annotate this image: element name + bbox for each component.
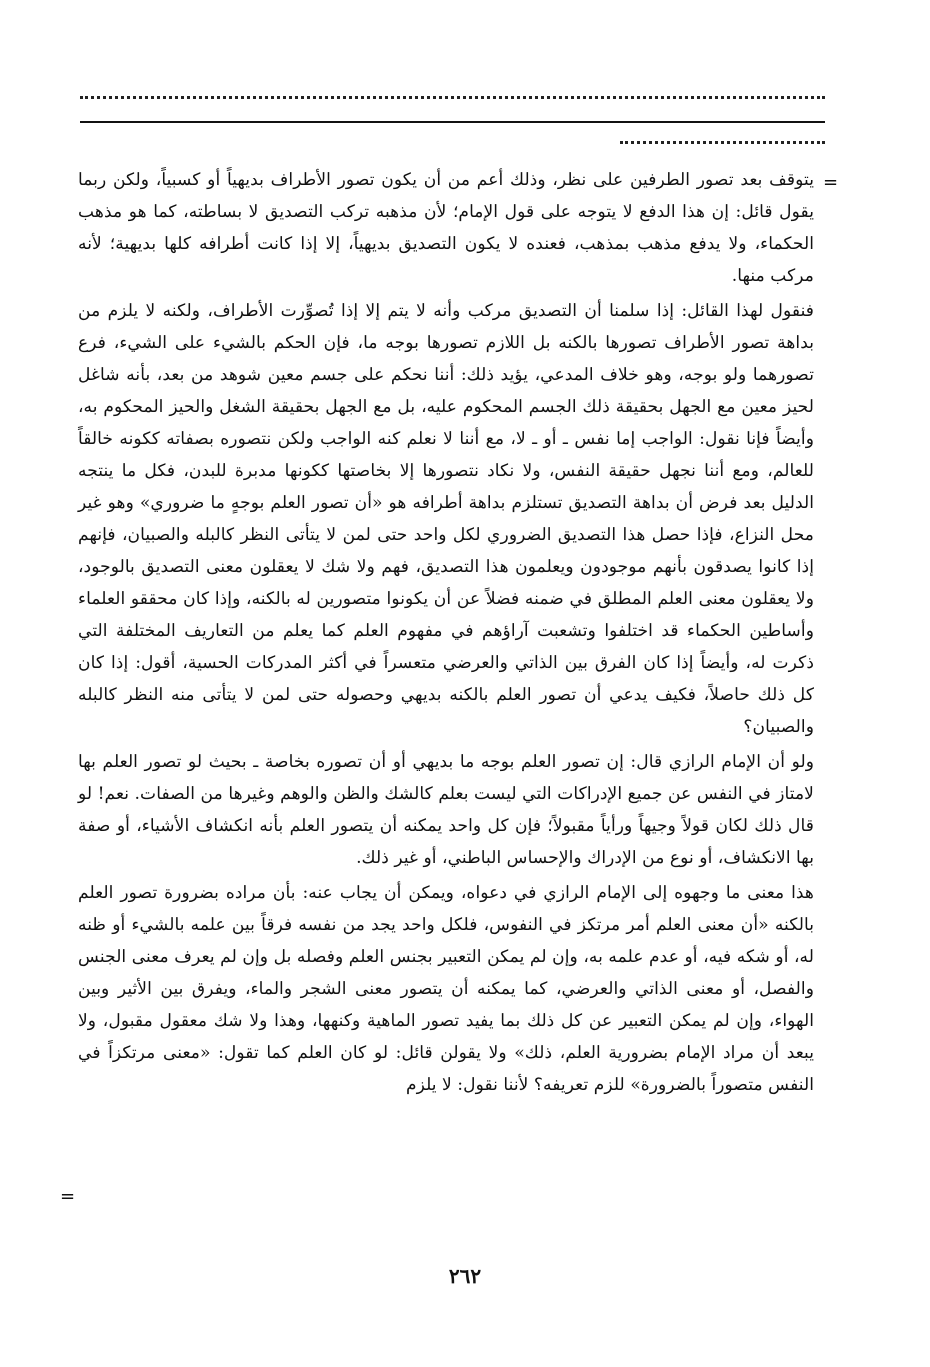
paragraph-4: هذا معنى ما وجهوه إلى الإمام الرازي في دعواه، ويمكن أن يجاب عنه: بأن مراده بضرورة تصور العلم بالكنه «أن معنى العلم أمر مرتكز في النفوس، فلكل واحد يجد من نفسه فرقاً بين علمه بالشيء أو ظنه له، أو شكه فيه، أو عدم علمه به، وإن لم يمكن التعبير بجنس العلم وفصله بل وإن لم يعرف معنى الجنس والفصل، أو معنى الذاتي والعرضي، كما يمكنه أن يتصور معنى الشجر والماء، ويفرق بين الأثير وبين الهواء، وإن لم يمكن التعبير عن كل ذلك بما يفيد تصور الماهية وكنهها، وهذا ولا شك معقول مقبول، ولا يبعد أن مراد الإمام بضرورية العلم، ذلك» ولا يقولن قائل: لو كان العلم كما تقول: «معنى مرتكزاً في النفس متصوراً بالضرورة» للزم تعريفه؟ لأننا نقول: لا يلزم bbox=[78, 883, 814, 1095]
paragraph-2: فنقول لهذا القائل: إذا سلمنا أن التصديق مركب وأنه لا يتم إلا إذا تُصوِّرت الأطراف، ولكنه لا يلزم من بداهة تصور الأطراف تصورها بالكنه بل اللازم تصورها بوجه ما، فإن الحكم بالشيء على الشيء، فرع تصورهما ولو بوجه، وهو خلاف المدعي، يؤيد ذلك: أننا نحكم على جسم معين شوهد من بعد، بأنه شاغل لحيز معين مع الجهل بحقيقة ذلك الجسم المحكوم عليه، بل مع الجهل بحقيقة الشغل والحيز المحكوم به، وأيضاً فإنا نقول: الواجب إما نفس ـ أو ـ لا، مع أننا لا نعلم كنه الواجب ولكن نتصوره بصفاته ككونه خالقاً للعالم، ومع أننا نجهل حقيقة النفس، ولا نكاد نتصورها إلا بخاصتها ككونها مدبرة للبدن، فكل ما ينتجه الدليل بعد فرض أن بداهة التصديق تستلزم بداهة أطرافه هو «أن تصور العلم بوجهٍ ما ضروري» وهو غير محل النزاع، فإذا حصل هذا التصديق الضروري لكل واحد حتى لمن لا يتأتى النظر كالبله والصبيان، فإنهم إذا كانوا يصدقون بأنهم موجودون ويعلمون هذا التصديق، فهم ولا شك لا يعقلون معنى التصديق بالوجود، ولا يعقلون معنى العلم المطلق في ضمنه فضلاً عن أن يكونوا متصورين له بالكنه، وإذا كان محققو العلماء وأساطين الحكماء قد اختلفوا وتشعبت آراؤهم في مفهوم العلم كما يعلم من التعاريف المختلفة التي ذكرت له، وأيضاً إذا كان الفرق بين الذاتي والعرضي متعسراً في أكثر المدركات الحسية، أقول: إذا كان كل ذلك حاصلاً، فكيف يدعي أن تصور العلم بالكنه بديهي وحصوله حتى لمن لا يتأتى منه النظر كالبله والصبيان؟ bbox=[78, 301, 814, 737]
paragraph-3: ولو أن الإمام الرازي قال: إن تصور العلم بوجه ما بديهي أو أن تصوره بخاصة ـ بحيث لو تصور العلم بها لامتاز في النفس عن جميع الإدراكات التي ليست بعلم كالشك والظن والوهم وغيرها من الصفات. نعم! لو قال ذلك لكان قولاً وجيهاً ورأياً مقبولاً؛ فإن كل واحد يمكنه أن يتصور العلم بأنه انكشاف الأشياء، أو صفة بها الانكشاف، أو نوع من الإدراك والإحساس الباطني، أو غير ذلك. bbox=[78, 752, 814, 868]
paragraph-1: يتوقف بعد تصور الطرفين على نظر، وذلك أعم من أن يكون تصور الأطراف بديهياً أو كسبياً، ولكن ربما يقول قائل: إن هذا الدفع لا يتوجه على قول الإمام؛ لأن مذهبه تركب التصديق لا بساطته، كما هو مذهب الحكماء، ولا يدفع مذهب بمذهب، فعنده لا يكون التصديق بديهياً، إلا إذا كانت أطرافه كلها بديهية؛ لأنه مركب منها. bbox=[78, 170, 814, 286]
page-number: ٢٦٢ bbox=[448, 1264, 482, 1288]
header-dotted-rule-bottom bbox=[620, 141, 825, 152]
header-solid-rule bbox=[80, 121, 825, 123]
main-text bbox=[78, 164, 814, 1101]
continuation-mark-top: = bbox=[823, 172, 839, 193]
continuation-mark-bottom: = bbox=[60, 1186, 76, 1207]
header-dotted-rule-top bbox=[80, 96, 825, 107]
